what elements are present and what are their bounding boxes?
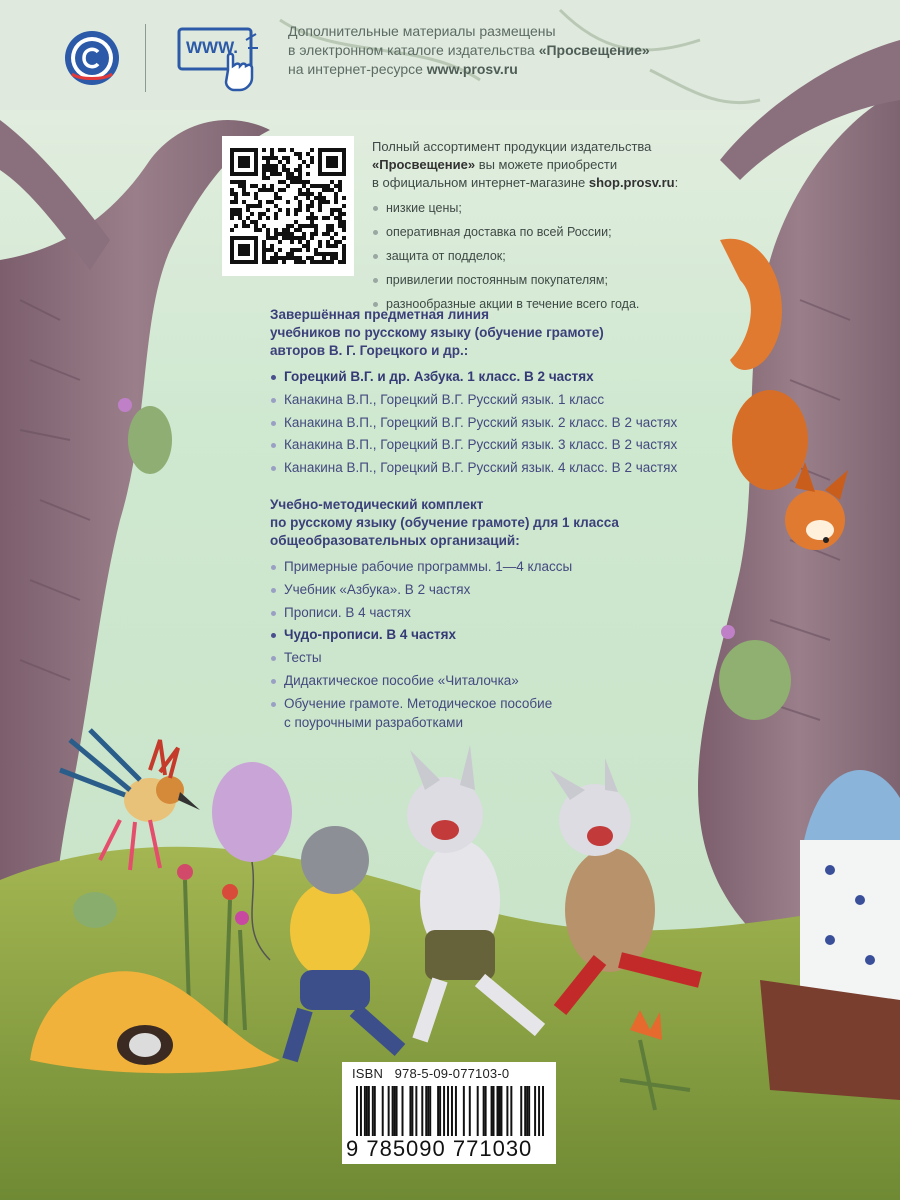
series-title-line-3: авторов В. Г. Горецкого и др.: xyxy=(270,343,469,358)
list-item: Обучение грамоте. Методическое пособие с поурочными разработками xyxy=(270,693,710,732)
list-item: Учебник «Азбука». В 2 частях xyxy=(270,579,710,602)
isbn-label: ISBN 978-5-09-077103-0 xyxy=(352,1066,510,1081)
list-item: привилегии постоянным покупателям; xyxy=(372,268,712,292)
isbn-barcode-block xyxy=(342,1062,556,1164)
shop-line-2: «Просвещение» вы можете приобрести xyxy=(372,157,618,172)
series-title-line-1: Завершённая предметная линия xyxy=(270,307,489,322)
isbn-number: 978-5-09-077103-0 xyxy=(394,1066,510,1081)
catalog-link[interactable]: www.prosv.ru xyxy=(426,61,518,77)
kit-title-line-2: по русскому языку (обучение грамоте) для 1 класса xyxy=(270,514,619,530)
shop-line-3: в официальном интернет-магазине shop.prosv.ru: xyxy=(372,175,679,190)
list-item: Канакина В.П., Горецкий В.Г. Русский язык. 3 класс. В 2 частях xyxy=(270,434,710,457)
list-item: Тесты xyxy=(270,647,710,670)
list-item: Прописи. В 4 частях xyxy=(270,602,710,625)
header-divider xyxy=(145,24,146,92)
shop-info xyxy=(372,138,712,316)
header-line-1: Дополнительные материалы размещены xyxy=(288,23,556,39)
list-item: Чудо-прописи. В 4 частях xyxy=(270,624,710,647)
series-book-list xyxy=(270,366,710,480)
list-item: Примерные рабочие программы. 1—4 классы xyxy=(270,556,710,579)
barcode xyxy=(356,1086,544,1136)
list-item: Канакина В.П., Горецкий В.Г. Русский язык. 1 класс xyxy=(270,389,710,412)
header-info xyxy=(288,22,708,79)
book-lists xyxy=(270,306,710,732)
series-title-line-2: учебников по русскому языку (обучение грамоте) xyxy=(270,325,604,340)
shop-link[interactable]: shop.prosv.ru xyxy=(588,175,675,190)
kit-title-line-3: общеобразовательных организаций: xyxy=(270,532,520,548)
list-item: Горецкий В.Г. и др. Азбука. 1 класс. В 2 частях xyxy=(270,366,710,389)
publisher-name: «Просвещение» xyxy=(538,42,650,58)
series-section xyxy=(270,306,710,480)
shop-line-1: Полный ассортимент продукции издательства xyxy=(372,139,652,154)
kit-title-line-1: Учебно-методический комплект xyxy=(270,496,484,512)
list-item: Дидактическое пособие «Читалочка» xyxy=(270,670,710,693)
list-item: разнообразные акции в течение всего года. xyxy=(372,292,712,316)
publisher-logo xyxy=(62,28,122,88)
www-icon-text: WWW. xyxy=(186,38,238,57)
ean-digits: 9 785090 771030 xyxy=(346,1136,533,1161)
list-item: оперативная доставка по всей России; xyxy=(372,220,712,244)
qr-code[interactable] xyxy=(222,136,354,276)
qr-code-pattern xyxy=(222,136,354,276)
www-icon xyxy=(176,26,260,94)
list-item: Канакина В.П., Горецкий В.Г. Русский язык. 4 класс. В 2 частях xyxy=(270,457,710,480)
list-item: низкие цены; xyxy=(372,196,712,220)
header-line-3: на интернет-ресурсе www.prosv.ru xyxy=(288,61,518,77)
list-item: Канакина В.П., Горецкий В.Г. Русский язык. 2 класс. В 2 частях xyxy=(270,412,710,435)
shop-benefits-list xyxy=(372,196,712,316)
header-line-2: в электронном каталоге издательства «Просвещение» xyxy=(288,42,650,58)
kit-book-list xyxy=(270,556,710,732)
list-item: защита от подделок; xyxy=(372,244,712,268)
kit-section xyxy=(270,496,710,732)
